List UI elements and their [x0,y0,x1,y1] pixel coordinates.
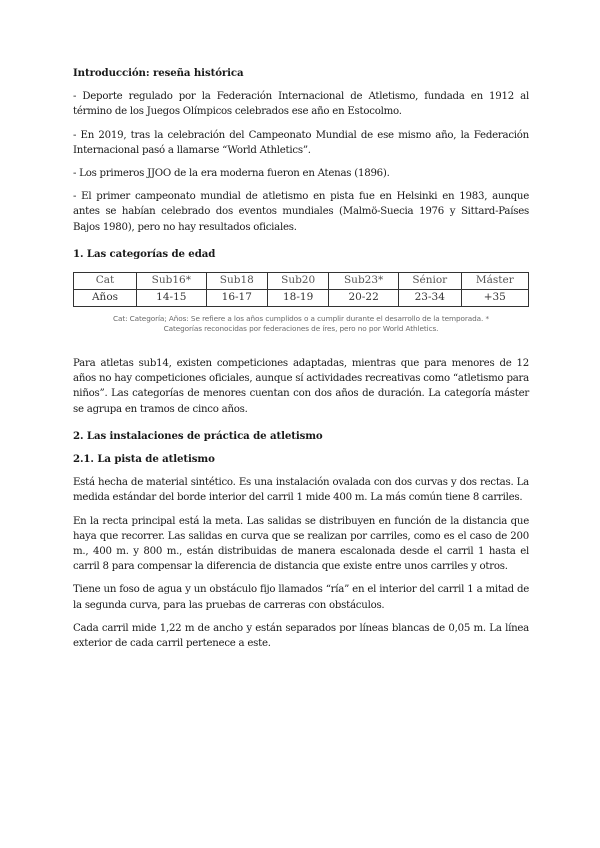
table-cell: 18-19 [267,290,328,307]
table-caption-line: Cat: Categoría; Años: Se refiere a los años cumplidos o a cumplir durante el desarrollo de la temporada. * [112,314,490,324]
intro-paragraph: - El primer campeonato mundial de atletismo en pista fue en Helsinki en 1983, aunque antes se habían celebrado dos eventos mundiales (Malmö-Suecia 1976 y Sittard-Países Bajos 1980), pero no hay resultados oficiales. [73,191,529,233]
table-caption-line: Categorías reconocidas por federaciones de íres, pero no por World Athletics. [163,324,439,334]
section-2-1-heading: 2.1. La pista de atletismo [73,453,215,466]
table-cell: 14-15 [137,290,207,307]
table-cell: 23-34 [398,290,461,307]
section-2-heading: 2. Las instalaciones de práctica de atletismo [73,429,323,442]
section-2-paragraph: Tiene un foso de agua y un obstáculo fijo llamados “ría” en el interior del carril 1 a mitad de la segunda curva, para las pruebas de carreras con obstáculos. [73,584,529,611]
table-header-cell: Máster [461,273,528,290]
table-cell: Años [74,290,137,307]
table-row [74,290,529,307]
table-header-cell: Sub23* [329,273,399,290]
section-2-paragraph: Está hecha de material sintético. Es una instalación ovalada con dos curvas y dos rectas. La medida estándar del borde interior del carril 1 mide 400 m. La más común tiene 8 carriles. [73,477,529,504]
age-categories-table-wrap [73,272,529,307]
document-content [73,66,529,659]
section-1-heading: 1. Las categorías de edad [73,247,216,260]
table-cell: 20-22 [329,290,399,307]
table-caption [73,314,529,334]
age-categories-table [73,272,529,307]
table-cell: 16-17 [206,290,267,307]
section-2-paragraph: Cada carril mide 1,22 m de ancho y están separados por líneas blancas de 0,05 m. La línea exterior de cada carril pertenece a este. [73,622,529,650]
intro-paragraph: - Deporte regulado por la Federación Internacional de Atletismo, fundada en 1912 al término de los Juegos Olímpicos celebrados ese año en Estocolmo. [73,91,529,118]
intro-heading: Introducción: reseña histórica [73,67,244,79]
intro-paragraph: - En 2019, tras la celebración del Campeonato Mundial de ese mismo año, la Federación Internacional pasó a llamarse “World Athletics”. [73,129,529,156]
section-1-paragraph: Para atletas sub14, existen competiciones adaptadas, mientras que para menores de 12 años no hay competiciones oficiales, aunque sí actividades recreativas como “atletismo para niños”. Las categorías de menores cuentan con dos años de duración. La categoría máster se agrupa en tramos de cinco años. [73,358,529,415]
table-header-cell: Sub16* [137,273,207,290]
table-header-row [74,273,529,290]
section-2-paragraph: En la recta principal está la meta. Las salidas se distribuyen en función de la distancia que haya que recorrer. Las salidas en curva que se realizan por carriles, como es el caso de 200 m., 400 m. y 800 m., están distribuidas de manera escalonada desde el carril 1 hasta el carril 8 para compensar la diferencia de distancia que existe entre unos carriles y otros. [73,515,529,573]
table-header-cell: Sub20 [267,273,328,290]
table-cell: +35 [461,290,528,307]
intro-paragraph: - Los primeros JJOO de la era moderna fueron en Atenas (1896). [73,168,390,180]
table-header-cell: Sub18 [206,273,267,290]
table-header-cell: Cat [74,273,137,290]
table-header-cell: Sénior [398,273,461,290]
